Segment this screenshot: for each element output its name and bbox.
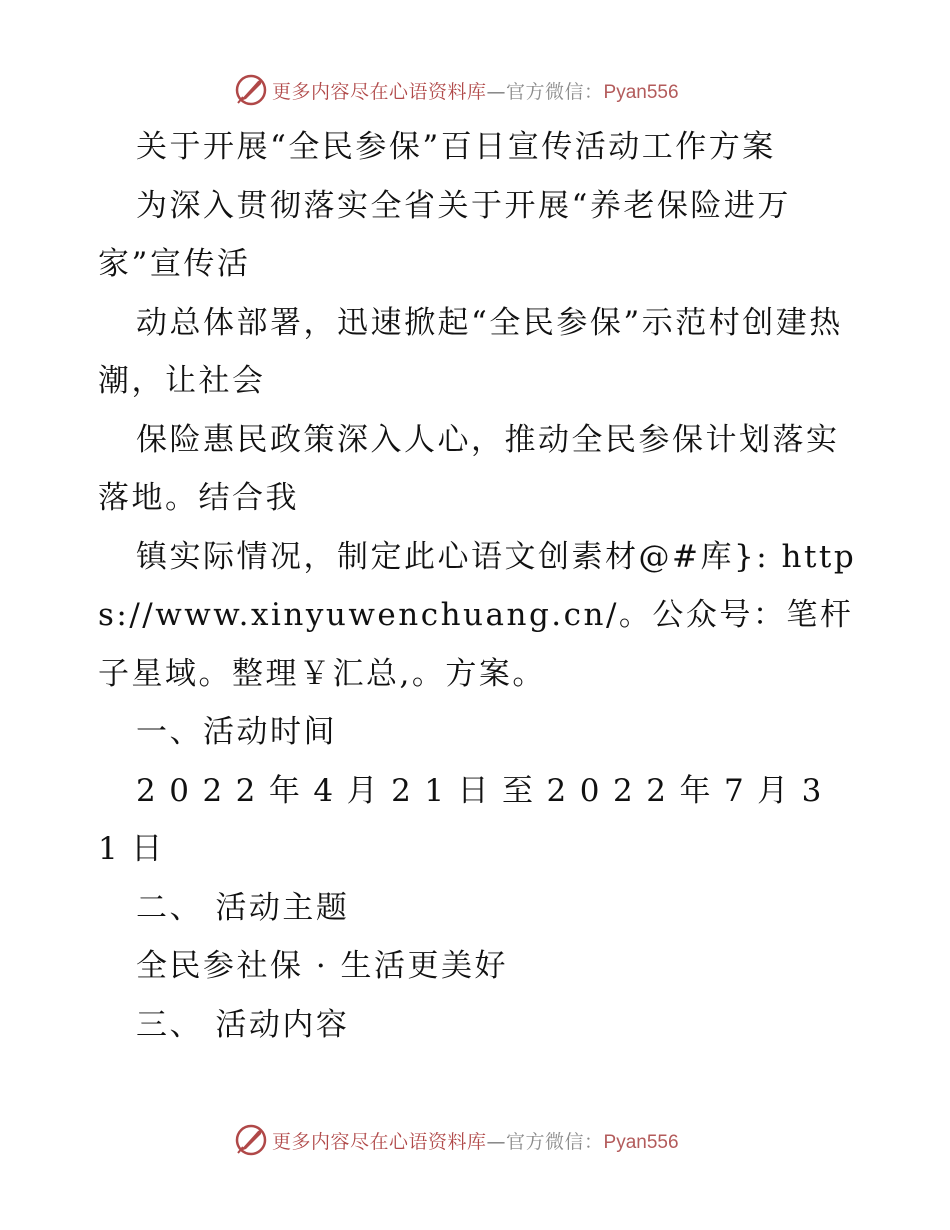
paragraph-3: 保险惠民政策深入人心，推动全民参保计划落实落地。结合我 [98, 421, 840, 516]
section-2-content: 全民参社保 · 生活更美好 [136, 948, 509, 984]
banner-site-name: 更多内容尽在心语资料库 [272, 1130, 487, 1153]
banner-text [272, 1127, 679, 1154]
paragraph-4: 镇实际情况，制定此心语文创素材@#库}: https://www.xinyuwenchuang.cn/。公众号：笔杆子星域。整理￥汇总,。方案。 [98, 538, 857, 692]
paragraph-2: 动总体部署，迅速掀起“全民参保”示范村创建热潮，让社会 [98, 304, 843, 399]
banner-wechat-label: 官方微信： [506, 1130, 604, 1153]
banner-wechat-id: Pyan556 [603, 81, 679, 103]
paragraph-1: 为深入贯彻落实全省关于开展“养老保险进万家”宣传活 [98, 187, 791, 282]
banner-dash: — [486, 80, 507, 103]
banner-dash: — [486, 1130, 507, 1153]
footer-banner [0, 1120, 950, 1160]
quill-pen-icon [234, 73, 268, 107]
header-banner [0, 70, 950, 110]
banner-site-name: 更多内容尽在心语资料库 [272, 80, 487, 103]
banner-wechat-id: Pyan556 [603, 1131, 679, 1153]
document-body [98, 118, 858, 1054]
quill-pen-icon [234, 1123, 268, 1157]
section-1-content: 2022年4月21日至2022年7月31日 [98, 772, 835, 867]
section-1-heading: 一、活动时间 [136, 714, 337, 750]
document-title: 关于开展“全民参保”百日宣传活动工作方案 [136, 129, 776, 165]
banner-text [272, 77, 679, 104]
section-2-heading: 二、 活动主题 [136, 889, 350, 926]
section-3-heading: 三、 活动内容 [136, 1006, 350, 1043]
banner-wechat-label: 官方微信： [506, 80, 604, 103]
